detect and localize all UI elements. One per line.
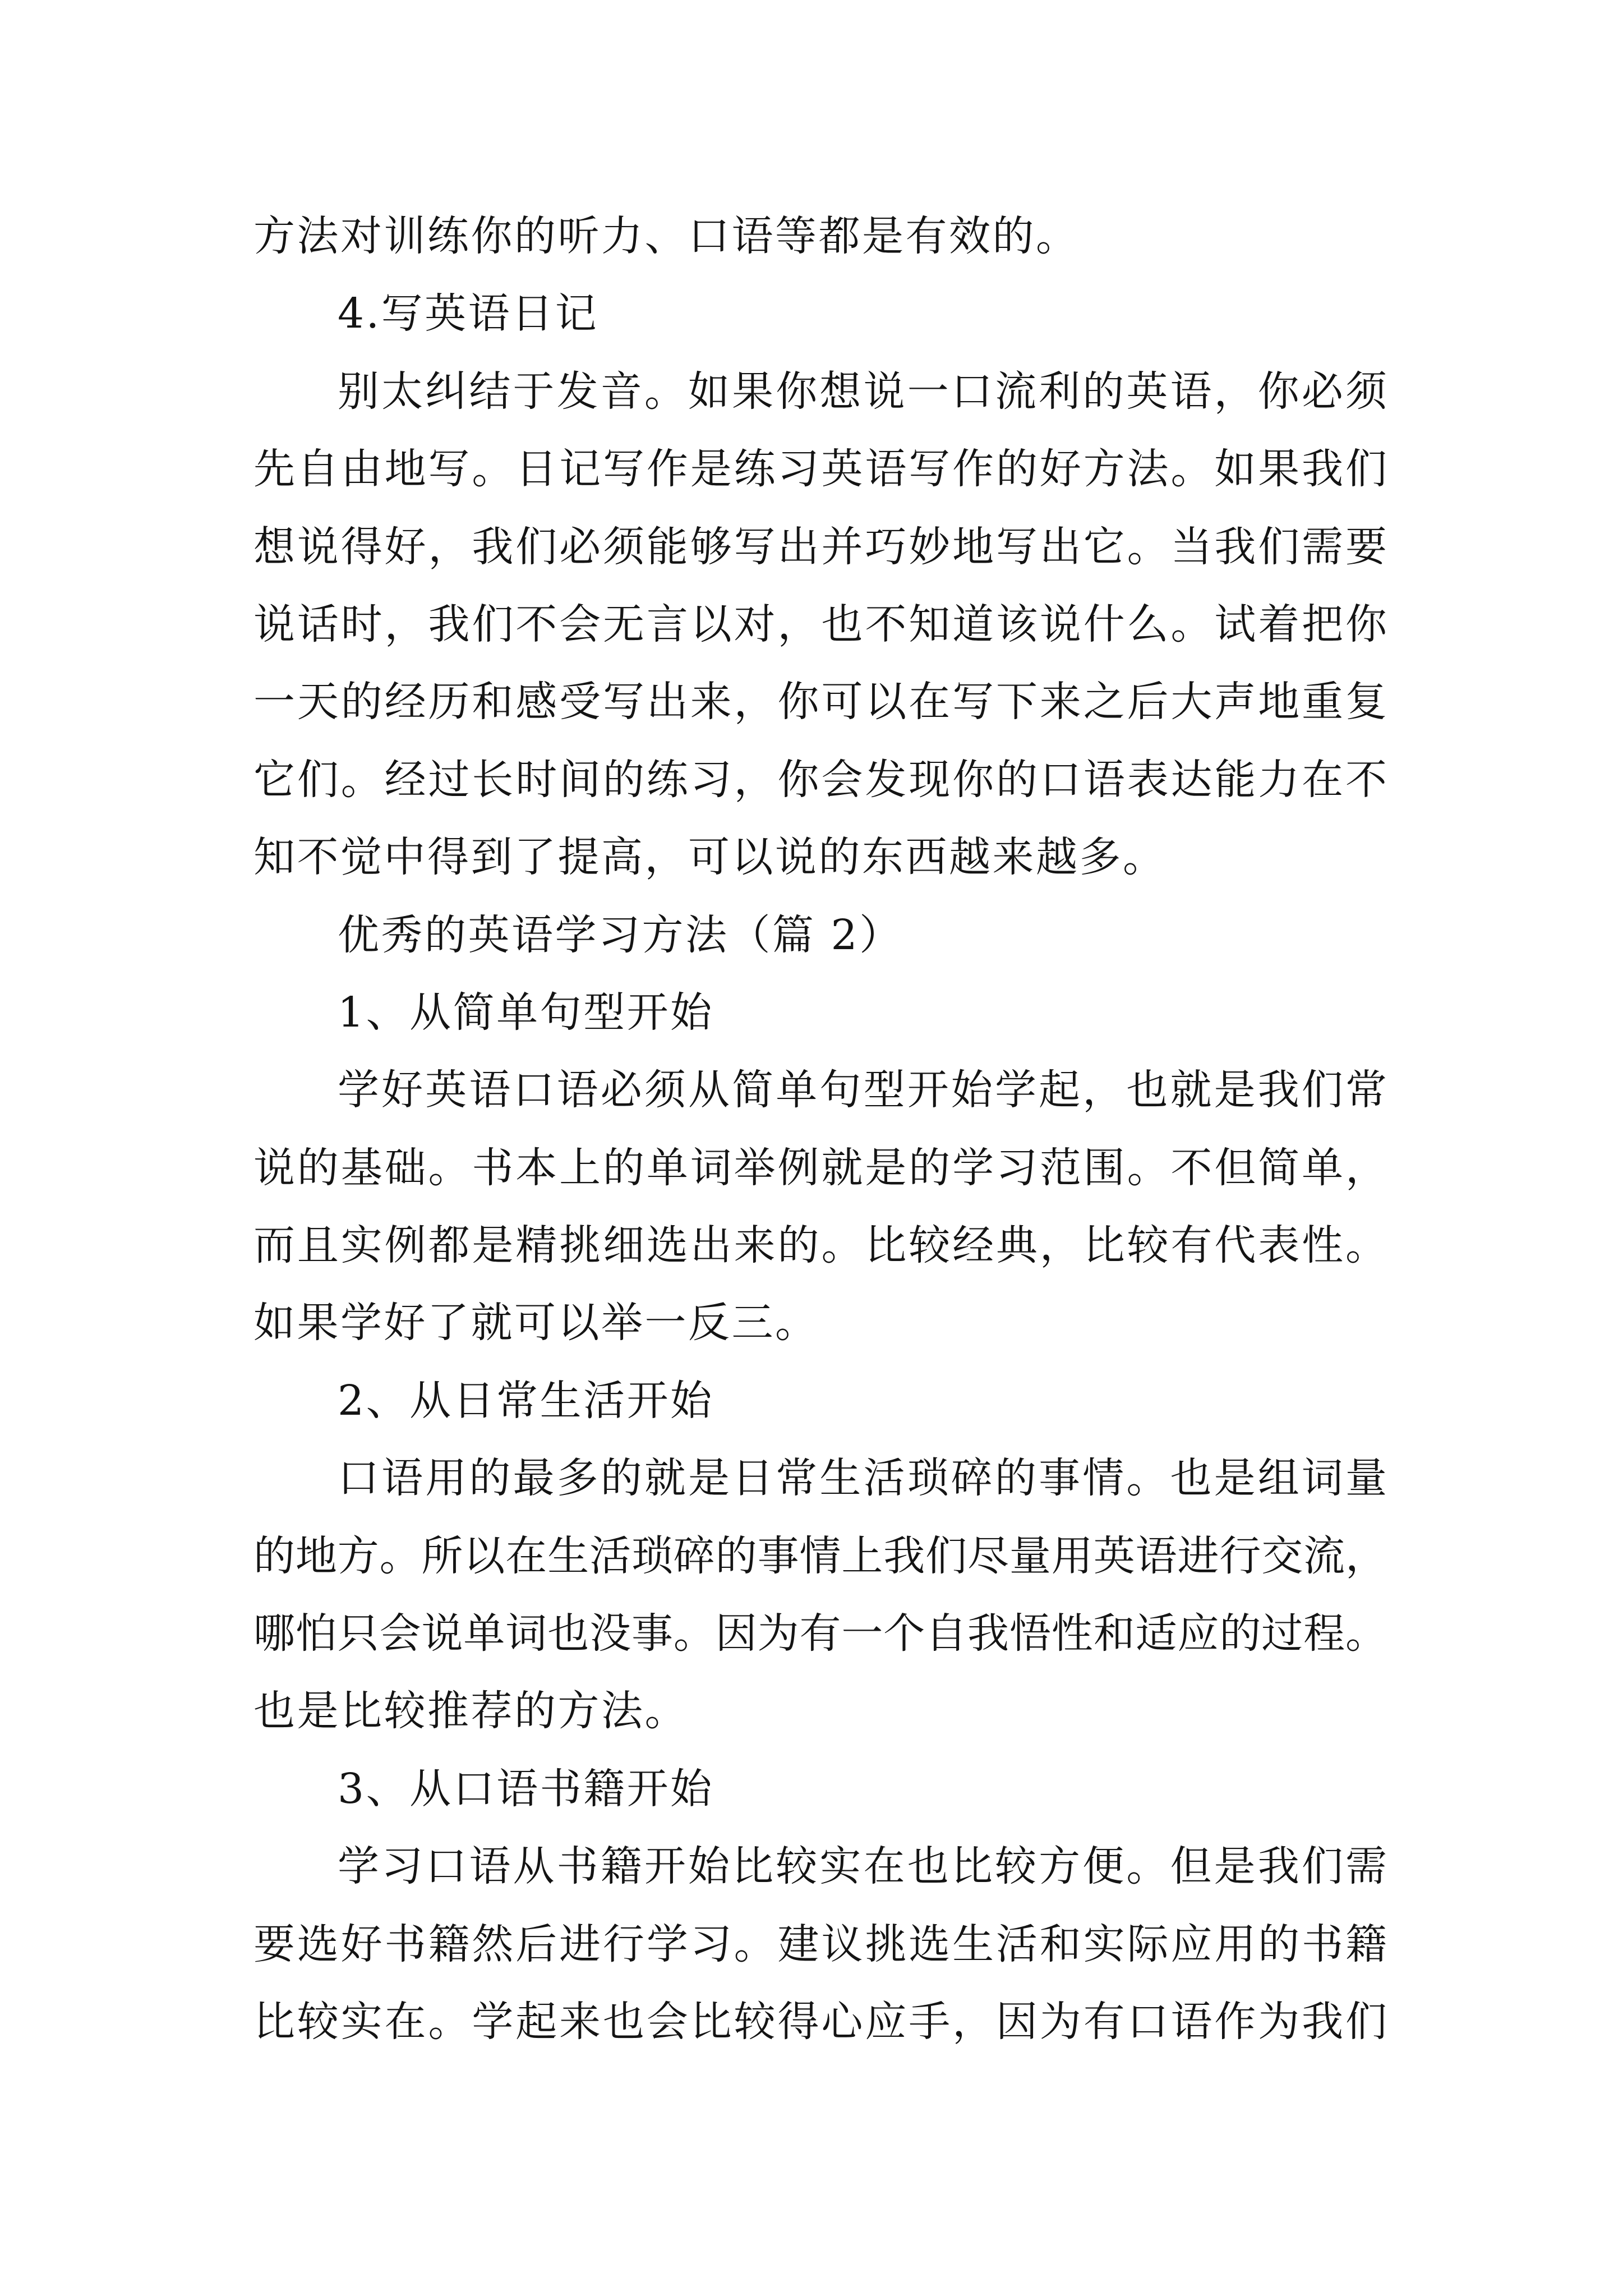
section-heading: 3、从口语书籍开始: [338, 1764, 714, 1813]
paragraph-line: 说的基础。书本上的单词举例就是的学习范围。不但简单，: [253, 1143, 1387, 1192]
paragraph-line: 知不觉中得到了提高，可以说的东西越来越多。: [253, 833, 1166, 882]
paragraph-line: 先自由地写。日记写作是练习英语写作的好方法。如果我们: [253, 445, 1387, 494]
paragraph-line: 要选好书籍然后进行学习。建议挑选生活和实际应用的书籍: [253, 1920, 1387, 1968]
paragraph-line: 它们。经过长时间的练习，你会发现你的口语表达能力在不: [253, 755, 1387, 804]
paragraph-line: 学好英语口语必须从简单句型开始学起，也就是我们常: [338, 1066, 1387, 1115]
section-heading: 1、从简单句型开始: [338, 988, 714, 1037]
paragraph-line: 方法对训练你的听力、口语等都是有效的。: [253, 212, 1080, 260]
paragraph-line: 而且实例都是精挑细选出来的。比较经典，比较有代表性。: [253, 1221, 1387, 1270]
paragraph-line: 哪怕只会说单词也没事。因为有一个自我悟性和适应的过程。: [253, 1609, 1387, 1658]
paragraph-line: 的地方。所以在生活琐碎的事情上我们尽量用英语进行交流，: [253, 1531, 1387, 1580]
paragraph-line: 如果学好了就可以举一反三。: [253, 1299, 819, 1347]
section-heading: 4.写英语日记: [338, 289, 599, 338]
paragraph-line: 比较实在。学起来也会比较得心应手，因为有口语作为我们: [253, 1997, 1387, 2046]
article-title: 优秀的英语学习方法（篇 2）: [338, 910, 903, 959]
paragraph-line: 学习口语从书籍开始比较实在也比较方便。但是我们需: [338, 1842, 1387, 1891]
paragraph-line: 也是比较推荐的方法。: [253, 1687, 688, 1736]
paragraph-line: 一天的经历和感受写出来，你可以在写下来之后大声地重复: [253, 678, 1387, 726]
paragraph-line: 口语用的最多的就是日常生活琐碎的事情。也是组词量: [338, 1454, 1387, 1503]
paragraph-line: 别太纠结于发音。如果你想说一口流利的英语，你必须: [338, 367, 1387, 416]
paragraph-line: 想说得好，我们必须能够写出并巧妙地写出它。当我们需要: [253, 522, 1387, 571]
paragraph-line: 说话时，我们不会无言以对，也不知道该说什么。试着把你: [253, 600, 1387, 648]
document-body: [253, 197, 1387, 2060]
section-heading: 2、从日常生活开始: [338, 1376, 714, 1425]
